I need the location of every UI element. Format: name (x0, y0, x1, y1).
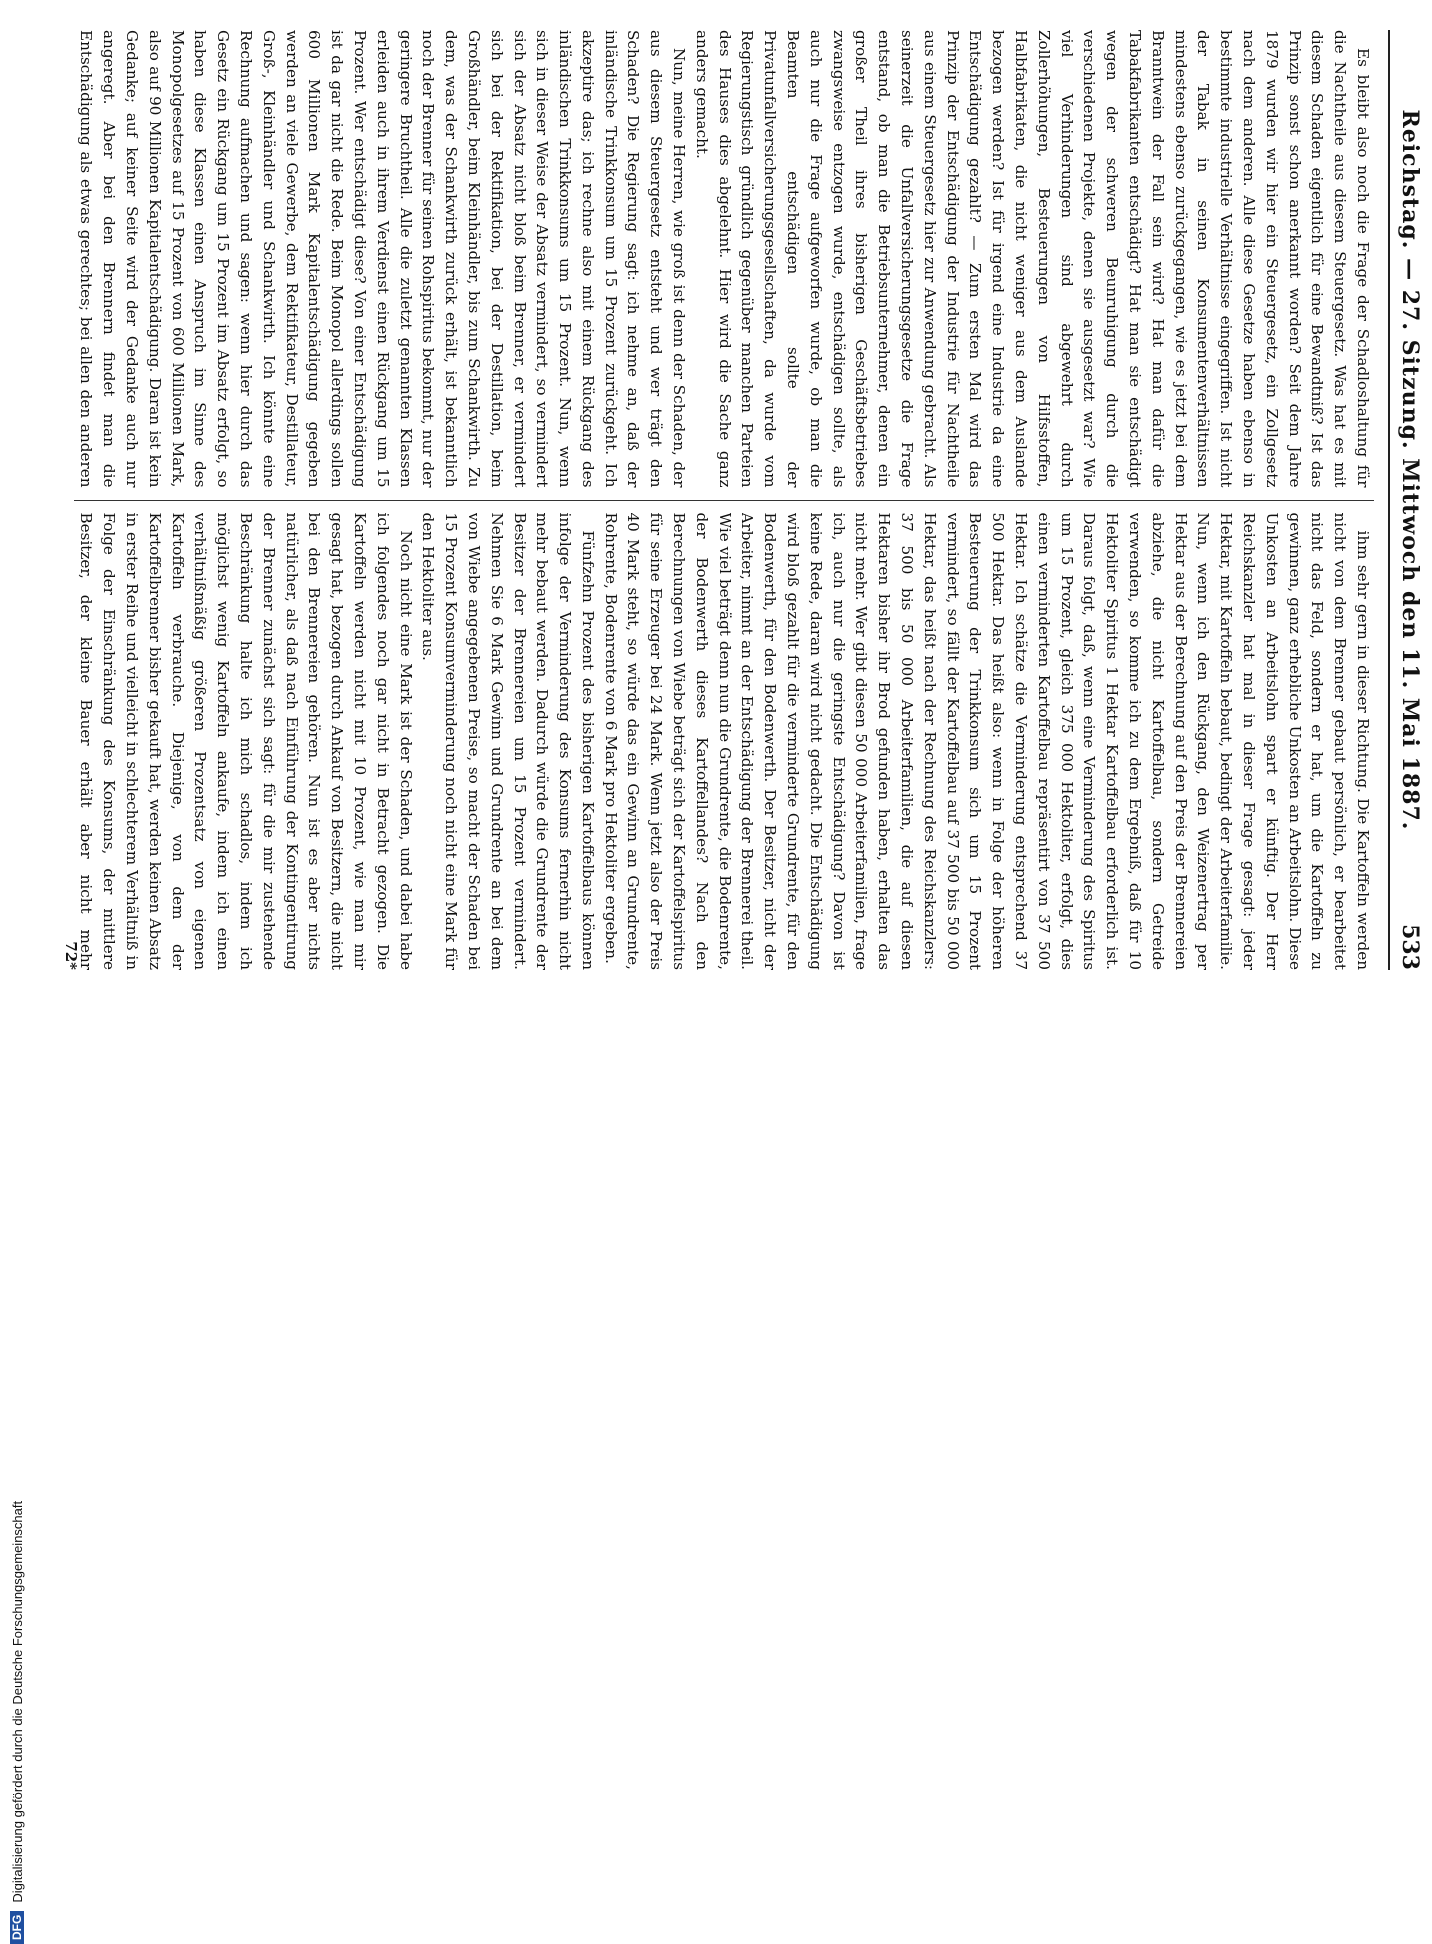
header-title: Reichstag. — 27. Sitzung. Mittwoch den 11. Mai 1887. (1397, 109, 1423, 831)
scanned-page (46, 30, 1430, 970)
paragraph: Noch nicht eine Mark ist der Schaden, und dabei habe ich folgendes noch gar nicht in Betracht gezogen. Die Kartoffeln werden nicht mit 10 Prozent, wie man mir gesagt hat, bezogen durch Ankauf von Besitzern, die nicht bei den Brennereien gehören. Nun ist es aber nichts natürlicher, als daß nach Einführung der Kontingentirung der Brenner zunächst sich sagt: für die mir zustehende Beschränkung halte ich mich schadlos, indem ich möglichst wenig Kartoffeln ankaufe, indem ich einen verhältnißmäßig größeren Prozentsatz von eigenen Kartoffeln verbrauche. Diejenige, von dem der Kartoffelbrenner bisher gekauft hat, werden keinen Absatz in erster Reihe und vielleicht in schlechterem Verhältniß in Folge der Einschränkung des Konsums, der mittlere Besitzer, der kleine Bauer erhält aber nicht mehr (77, 512, 415, 970)
text-columns (74, 30, 1374, 970)
rotated-page-content (46, 30, 1430, 970)
digitization-strip (4, 0, 30, 1940)
paragraph: Nun, meine Herren, wie groß ist denn der Schaden, der aus diesem Steuergesetz entsteht und wer trägt den Schaden? Die Regierung sagt: ich nehme an, daß der inländische Trinkkonsum um 15 Prozent zurückgeht. Ich akzeptire das; ich rechne also mit einem Rückgang des inländischen Trinkkonsums um 15 Prozent. Nun, wenn sich in dieser Weise der Absatz vermindert, so vermindert sich der Absatz nicht bloß beim Brenner, er vermindert sich bei der Rektifikation, bei der Destillation, beim Großhändler, beim Kleinhändler, bis zum Schankwirth. Zu dem, was der Schankwirth zurück erhält, ist bekanntlich noch der Brenner für seinen Rohspiritus bekommt, nur der geringere Bruchtheil. Alle die zuletzt genannten Klassen erleiden auch in ihrem Verdienst einen Rückgang um 15 Prozent. Wer entschädigt diese? Von einer Entschädigung ist da gar nicht die Rede. Beim Monopol allerdings sollen 600 Millionen Mark Kapitalentschädigung gegeben werden an viele Gewerbe, dem Rektifikateur, Destillateur, Groß-, Kleinhändler und Schankwirth. Ich könnte eine Rechnung aufmachen und sagen: wenn hier durch das Gesetz ein Rückgang um 15 Prozent im Absatz erfolgt, so haben diese Klassen einen Anspruch im Sinne des Monopolgesetzes auf 15 Prozent von 600 Millionen Mark, also auf 90 Millionen Kapitalentschädigung. Daran ist kein Gedanke; auf keiner Seite wird der Gedanke auch nur angeregt. Aber bei den Brennern findet man die Entschädigung als etwas gerechtes; bei allen den anderen (77, 30, 689, 488)
digitization-note (4, 964, 30, 1944)
paragraph: Es bleibt also noch die Frage der Schadloshaltung für die Nachtheile aus diesem Steuergesetz. Was hat es mit diesem Schaden eigentlich für eine Bewandtniß? Ist das Prinzip sonst schon anerkannt worden? Seit dem Jahre 1879 wurden wir hier ein Steuergesetz, ein Zollgesetz nach dem anderen. Alle diese Gesetze haben ebenso in bestimmte industrielle Verhältnisse eingegriffen. Ist nicht der Tabak in seinen Konsumentenverhältnissen mindestens ebenso zurückgegangen, wie es jetzt bei dem Branntwein der Fall sein wird? Hat man dafür die Tabakfabrikanten entschädigt? Hat man sie entschädigt wegen der schweren Beunruhigung durch die verschiedenen Projekte, denen sie ausgesetzt war? Wie viel Verhinderungen sind abgewehrt durch Zollerhöhungen, Besteuerungen von Hilfsstoffen, Halbfabrikaten, die nicht weniger aus dem Auslande bezogen werden? Ist für irgend eine Industrie da eine Entschädigung gezahlt? — Zum ersten Mal wird das Prinzip der Entschädigung der Industrie für Nachtheile aus einem Steuergesetz hier zur Anwendung gebracht. Als seinerzeit die Unfallversicherungsgesetze die Frage entstand, ob man die Betriebsunternehmer, denen ein großer Theil ihres bisherigen Geschäftsbetriebes zwangsweise entzogen wurde, entschädigen sollte, als auch nur die Frage aufgeworfen wurde, ob man die Beamten entschädigen sollte der Privatunfallversicherungsgesellschaften, da wurde vom Regierungstisch gründlich gegenüber manchen Parteien des Hauses dies abgelehnt. Hier wird die Sache ganz anders gemacht. (692, 30, 1372, 488)
paragraph: Fünfzehn Prozent des bisherigen Kartoffelbaus können infolge der Verminderung des Konsums fernerhin nicht mehr bebaut werden. Dadurch würde die Grundrente der Besitzer der Brennereien um 15 Prozent vermindert. Nehmen Sie 6 Mark Gewinn und Grundrente an bei dem von Wiebe angegebenen Preise, so macht der Schaden bei 15 Prozent Konsumverminderung noch nicht eine Mark für den Hektoliter aus. (419, 512, 597, 970)
column-divider (74, 500, 1374, 501)
page-number: 533 (1397, 924, 1423, 970)
right-column (74, 513, 1374, 971)
left-column (74, 30, 1374, 488)
signature-mark: 72* (62, 941, 80, 970)
digitization-text: Digitalisierung gefördert durch die Deutsche Forschungsgemeinschaft (9, 1500, 25, 1903)
dfg-logo: DFG (10, 1911, 24, 1944)
running-header (1388, 30, 1430, 970)
paragraph: ihm sehr gern in dieser Richtung. Die Kartoffeln werden nicht von dem Brenner gebaut persönlich, er bearbeitet nicht das Feld, sondern er hat, um die Kartoffeln zu gewinnen, ganz erhebliche Unkosten an Arbeitslohn. Diese Unkosten an Arbeitslohn spart er künftig. Der Herr Reichskanzler hat mal in dieser Frage gesagt: jeder Hektar, mit Kartoffeln bebaut, bedingt der Arbeiterfamilie. Nun, wenn ich den Rückgang, den Weizenertrag per Hektar aus der Berechnung auf den Preis der Brennereien abziehe, die nicht Kartoffelbau, sondern Getreide verwenden, so komme ich zu dem Ergebniß, daß für 10 Hektoliter Spiritus 1 Hektar Kartoffelbau erforderlich ist. Daraus folgt, daß, wenn eine Verminderung des Spiritus um 15 Prozent, gleich 375 000 Hektoliter, erfolgt, dies einen verminderten Kartoffelbau repräsentirt von 37 500 Hektar. Ich schätze die Verminderung entsprechend 37 500 Hektar. Das heißt also: wenn in Folge der höheren Besteuerung der Trinkkonsum sich um 15 Prozent vermindert, so fällt der Kartoffelbau auf 37 500 bis 50 000 Hektar, das heißt nach der Rechnung des Reichskanzlers: 37 500 bis 50 000 Arbeiterfamilien, die auf diesen Hektaren bisher ihr Brod gefunden haben, erhalten das nicht mehr. Wer gibt diesen 50 000 Arbeiterfamilien, frage ich, auch nur die geringste Entschädigung? Davon ist keine Rede, daran wird nicht gedacht. Die Entschädigung wird bloß gezahlt für die verminderte Grundrente, für den Bodenwerth, für den Bodenwerth. Der Besitzer, nicht der Arbeiter, nimmt an der Entschädigung der Brennerei theil. Wie viel beträgt denn nun die Grundrente, die Bodenrente, der Bodenwerth dieses Kartoffellandes? Nach den Berechnungen von Wiebe beträgt sich der Kartoffelspiritus für seine Erzeuger bei 24 Mark. Wenn jetzt also der Preis 40 Mark steht, so würde das ein Gewinn an Grundrente, Rohrente, Bodenrente von 6 Mark pro Hektoliter ergeben. (601, 512, 1372, 970)
